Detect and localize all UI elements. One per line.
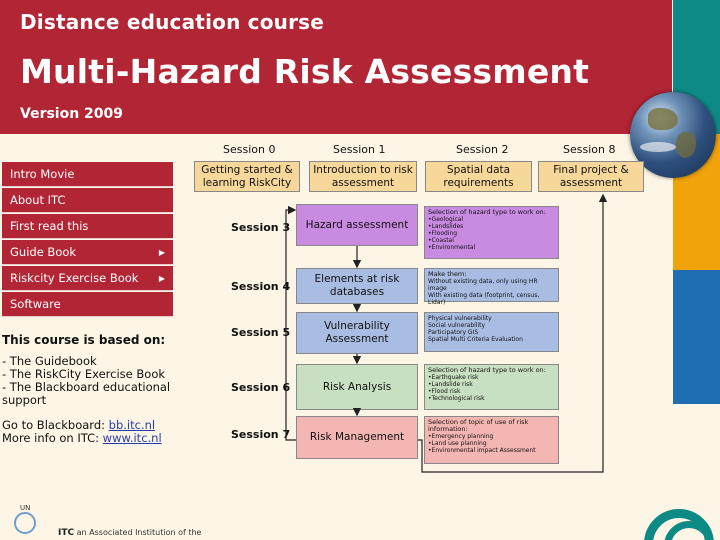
chevron-right-icon: ▶ [158,247,165,257]
detail-line: •Environmental [428,244,476,251]
detail-line: •Flood risk [428,388,461,395]
sidebar-item-label: Guide Book [10,245,77,259]
detail-line: •Coastal [428,237,454,244]
itc-prefix: More info on ITC: [2,431,103,445]
sidebar-item-label: Intro Movie [10,167,75,181]
session-0-box[interactable]: Getting started & learning RiskCity [194,161,300,192]
sidebar-item-label: First read this [10,219,89,233]
detail-line: •Geological [428,216,464,223]
sidebar-item-label: About ITC [10,193,66,207]
stage-risk-management[interactable]: Risk Management [296,416,418,459]
sidebar-item-label: Riskcity Exercise Book [10,271,139,285]
un-label: UN [20,504,31,512]
session-label-0: Session 0 [223,143,276,156]
session-label-6: Session 6 [231,381,291,394]
stage-vulnerability-assessment[interactable]: Vulnerability Assessment [296,312,418,354]
detail-line: Participatory GIS [428,329,479,336]
session-label-1: Session 1 [333,143,386,156]
page-title: Multi-Hazard Risk Assessment [20,52,590,91]
chevron-right-icon: ▶ [158,273,165,283]
blackboard-link[interactable]: bb.itc.nl [108,418,156,432]
stage-hazard-assessment[interactable]: Hazard assessment [296,204,418,246]
swirl-logo-icon [640,503,720,540]
session-1-box[interactable]: Introduction to risk assessment [309,161,417,192]
detail-title: Selection of topic of use of risk information: [428,418,529,433]
detail-title: Selection of hazard type to work on: [428,208,546,216]
detail-title: Make them: [428,270,467,278]
itc-tagline: an Associated Institution of the [76,528,202,537]
sidebar-item-label: Software [10,297,61,311]
stage-elements-at-risk[interactable]: Elements at risk databases [296,268,418,304]
info-heading: This course is based on: [2,333,166,347]
course-kicker: Distance education course [20,10,325,34]
detail-line: •Flooding [428,230,458,237]
version-label: Version 2009 [20,106,124,122]
detail-line: Social vulnerability [428,322,486,329]
detail-line: •Land use planning [428,440,487,447]
stage-risk-analysis[interactable]: Risk Analysis [296,364,418,410]
info-bullet: - The RiskCity Exercise Book [2,367,166,381]
session-label-8: Session 8 [563,143,616,156]
detail-line: Spatial Multi Criteria Evaluation [428,336,523,343]
detail-line: •Environmental impact Assessment [428,447,536,454]
detail-line: •Landslides [428,223,464,230]
session-label-5: Session 5 [231,326,291,339]
session-8-box[interactable]: Final project & assessment [538,161,644,192]
session-label-4: Session 4 [231,280,291,293]
session-label-7: Session 7 [231,428,291,441]
info-bullet: - The Blackboard educational support [2,380,171,407]
detail-line: Physical vulnerability [428,315,492,322]
detail-line: •Technological risk [428,395,485,402]
session-label-3: Session 3 [231,221,291,234]
blackboard-prefix: Go to Blackboard: [2,418,109,432]
detail-line: •Earthquake risk [428,374,479,381]
detail-line: With existing data (footprint, census, Lidar) [428,292,540,306]
session-label-2: Session 2 [456,143,509,156]
detail-line: •Emergency planning [428,433,494,440]
itc-logo: ITC [58,528,75,538]
detail-title: Selection of hazard type to work on: [428,366,546,374]
detail-line: •Landslide risk [428,381,473,388]
itc-link[interactable]: www.itc.nl [102,431,162,445]
info-bullet: - The Guidebook [2,354,97,368]
session-2-box[interactable]: Spatial data requirements [425,161,532,192]
itc-footer [58,528,201,538]
un-logo-icon [14,504,36,534]
detail-line: Without existing data, only using HR image [428,278,538,292]
